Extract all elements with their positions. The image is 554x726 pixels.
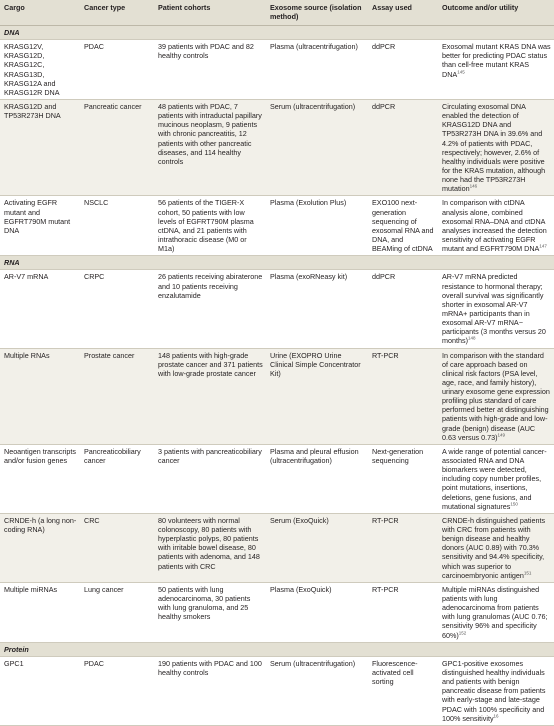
- cell-assay: RT-PCR: [368, 513, 438, 582]
- cell-cargo: KRASG12V, KRASG12D, KRASG12C, KRASG13D, KRASG12A and KRASG12R DNA: [0, 40, 80, 100]
- header-exosome-source: Exosome source (isolation method): [266, 0, 368, 26]
- cell-patient-cohorts: 56 patients of the TIGER-X cohort, 50 patients with low levels of EGFRT790M plasma ctDNA, and 21 patients with intrathoracic disease (M0 or M1a): [154, 196, 266, 256]
- reference-number: 147: [539, 243, 547, 249]
- outcome-text: A wide range of potential cancer-associated RNA and DNA biomarkers were detected, including copy number profiles, point mutations, insertions, deletions, gene fusions, and mutational signatures: [442, 446, 547, 511]
- header-row: [0, 0, 554, 26]
- reference-number: 149: [497, 432, 506, 438]
- outcome-text: GPC1-positive exosomes distinguished healthy individuals and patients with benign pancreatic disease from patients with early-stage and late-stage PDAC with 100% specificity and 100% sensitivity: [442, 658, 546, 723]
- cell-cargo: Activating EGFR mutant and EGFRT790M mutant DNA: [0, 196, 80, 256]
- cell-cargo: GPC1: [0, 656, 80, 725]
- header-cancer-type: Cancer type: [80, 0, 154, 26]
- reference-number: 16: [493, 713, 499, 719]
- cell-cancer-type: NSCLC: [80, 196, 154, 256]
- reference-number: 146: [469, 183, 478, 189]
- cell-patient-cohorts: 3 patients with pancreaticobiliary cancer: [154, 444, 266, 513]
- section-label-dna: DNA: [0, 26, 554, 40]
- cell-patient-cohorts: 50 patients with lung adenocarcinoma, 30 patients with lung granuloma, and 25 healthy smokers: [154, 582, 266, 642]
- cell-exosome-source: Plasma (exoRNeasy kit): [266, 270, 368, 348]
- table-row: [0, 348, 554, 444]
- cell-outcome: [438, 99, 554, 195]
- cell-cargo: KRASG12D and TP53R273H DNA: [0, 99, 80, 195]
- cell-outcome: [438, 270, 554, 348]
- cell-outcome: [438, 513, 554, 582]
- cell-exosome-source: Plasma and pleural effusion (ultracentrifugation): [266, 444, 368, 513]
- cell-assay: ddPCR: [368, 99, 438, 195]
- cell-exosome-source: Plasma (Exolution Plus): [266, 196, 368, 256]
- table-row: [0, 582, 554, 642]
- cell-cancer-type: CRPC: [80, 270, 154, 348]
- cell-outcome: [438, 40, 554, 100]
- table-row: [0, 270, 554, 348]
- cell-cancer-type: Prostate cancer: [80, 348, 154, 444]
- cell-outcome: [438, 196, 554, 256]
- cell-exosome-source: Serum (ExoQuick): [266, 513, 368, 582]
- outcome-text: Circulating exosomal DNA enabled the detection of KRASG12D DNA and TP53R273H DNA in 39.6% and 4.2% of patients with PDAC, respectively; however, 2.6% of healthy individuals were positive for the KRAS mutation, although none had the TP53R273H mutation: [442, 101, 546, 194]
- table-row: [0, 513, 554, 582]
- cell-assay: EXO100 next-generation sequencing of exosomal RNA and DNA, and BEAMing of ctDNA: [368, 196, 438, 256]
- table-row: [0, 196, 554, 256]
- section-row-dna: [0, 26, 554, 40]
- table-row: [0, 40, 554, 100]
- cell-exosome-source: Plasma (ultracentrifugation): [266, 40, 368, 100]
- cell-patient-cohorts: 80 volunteers with normal colonoscopy, 80 patients with hyperplastic polyps, 80 patients with irritable bowel disease, 80 patients with adenoma, and 148 patients with CRC: [154, 513, 266, 582]
- cell-assay: Next-generation sequencing: [368, 444, 438, 513]
- section-row-protein: [0, 642, 554, 656]
- cell-cargo: Multiple RNAs: [0, 348, 80, 444]
- cell-assay: RT-PCR: [368, 348, 438, 444]
- outcome-text: CRNDE-h distinguished patients with CRC from patients with benign disease and healthy donors (AUC 0.89) with 70.3% sensitivity and 94.4% specificity, which was superior to carcinoembryonic antigen: [442, 515, 546, 580]
- cell-cargo: Neoantigen transcripts and/or fusion genes: [0, 444, 80, 513]
- section-label-rna: RNA: [0, 256, 554, 270]
- cell-outcome: [438, 582, 554, 642]
- reference-number: 150: [510, 501, 518, 507]
- cell-exosome-source: Plasma (ExoQuick): [266, 582, 368, 642]
- outcome-text: AR-V7 mRNA predicted resistance to hormonal therapy; overall survival was significantly shorter in exosomal AR-V7 mRNA+ participants than in exosomal AR-V7 mRNA− participants (3 months versus 20 months): [442, 272, 546, 346]
- section-row-rna: [0, 256, 554, 270]
- cell-patient-cohorts: 39 patients with PDAC and 82 healthy controls: [154, 40, 266, 100]
- table-row: [0, 99, 554, 195]
- header-cargo: Cargo: [0, 0, 80, 26]
- header-outcome: Outcome and/or utility: [438, 0, 554, 26]
- cell-assay: Fluorescence-activated cell sorting: [368, 656, 438, 725]
- table-row: [0, 444, 554, 513]
- cell-patient-cohorts: 148 patients with high-grade prostate cancer and 371 patients with low-grade prostate cancer: [154, 348, 266, 444]
- cell-cancer-type: Pancreaticobiliary cancer: [80, 444, 154, 513]
- header-patient-cohorts: Patient cohorts: [154, 0, 266, 26]
- section-label-protein: Protein: [0, 642, 554, 656]
- cell-outcome: [438, 656, 554, 725]
- cell-cargo: CRNDE-h (a long non-coding RNA): [0, 513, 80, 582]
- reference-number: 148: [467, 335, 476, 341]
- cell-patient-cohorts: 48 patients with PDAC, 7 patients with intraductal papillary mucinous neoplasm, 9 patients with chronic pancreatitis, 12 patients with other pancreatic diseases, and 114 healthy controls: [154, 99, 266, 195]
- cell-cancer-type: Lung cancer: [80, 582, 154, 642]
- cell-cargo: Multiple miRNAs: [0, 582, 80, 642]
- cell-patient-cohorts: 26 patients receiving abiraterone and 10 patients receiving enzalutamide: [154, 270, 266, 348]
- cell-assay: ddPCR: [368, 40, 438, 100]
- cell-patient-cohorts: 190 patients with PDAC and 100 healthy controls: [154, 656, 266, 725]
- cell-assay: ddPCR: [368, 270, 438, 348]
- reference-number: 152: [458, 630, 467, 636]
- outcome-text: In comparison with ctDNA analysis alone, combined exosomal RNA–DNA and ctDNA analyses increased the detection sensitivity of activating EGFR mutant and EGFRT790M DNA: [442, 198, 547, 254]
- reference-number: 145: [457, 69, 465, 75]
- outcome-text: In comparison with the standard of care approach based on clinical risk factors (PSA level, age, race, and family history), urinary exosome gene expression profiling plus standard of care performed better at distinguishing patients with high-grade and low-grade (benign) disease (AUC 0.63 versus 0.73): [442, 350, 550, 442]
- cell-cargo: AR-V7 mRNA: [0, 270, 80, 348]
- cell-cancer-type: PDAC: [80, 656, 154, 725]
- cell-exosome-source: Urine (EXOPRO Urine Clinical Simple Concentrator Kit): [266, 348, 368, 444]
- outcome-text: Multiple miRNAs distinguished patients with lung adenocarcinoma from patients with lung granulomas (AUC 0.76; sensitivity 96% and specificity 60%): [442, 584, 548, 640]
- cell-outcome: [438, 348, 554, 444]
- reference-number: 151: [523, 570, 532, 576]
- cell-outcome: [438, 444, 554, 513]
- cell-cancer-type: Pancreatic cancer: [80, 99, 154, 195]
- header-assay-used: Assay used: [368, 0, 438, 26]
- cell-assay: RT-PCR: [368, 582, 438, 642]
- cell-exosome-source: Serum (ultracentrifugation): [266, 656, 368, 725]
- cell-cancer-type: CRC: [80, 513, 154, 582]
- cell-cancer-type: PDAC: [80, 40, 154, 100]
- outcome-text: Exosomal mutant KRAS DNA was better for predicting PDAC status than cell-free mutant KRAS DNA: [442, 42, 551, 79]
- table-row: [0, 656, 554, 725]
- cell-exosome-source: Serum (ultracentrifugation): [266, 99, 368, 195]
